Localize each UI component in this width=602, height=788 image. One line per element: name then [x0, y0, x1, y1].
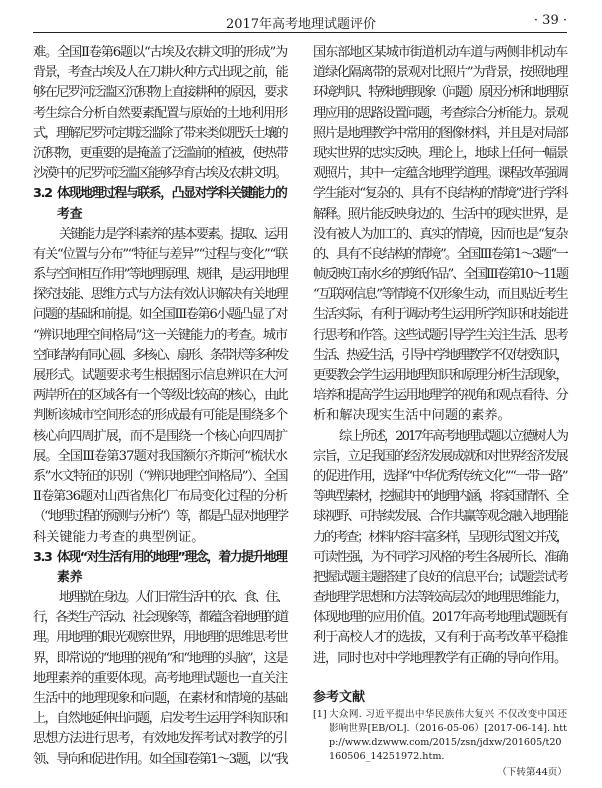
- continued-note: （下转第44页）: [497, 767, 567, 778]
- paragraph-line: 地理素养的重要体现。高考地理试题也一直关注: [33, 670, 287, 686]
- paragraph-line: 道绿化隔离带的景观对比照片”为背景，按照地理: [313, 65, 567, 81]
- section-number: 3.3: [33, 549, 52, 565]
- paragraph-line: 观照片，其中一定蕴含地理学道理。课程改革强调: [313, 166, 567, 182]
- paragraph-line: 沉积物，更重要的是掩盖了泛滥前的植被，使热带: [33, 145, 287, 161]
- reference-item: [313, 708, 567, 764]
- paragraph-line: 行，各类生产活动、社会现象等，都蕴含着地理的道: [33, 610, 287, 626]
- section-heading-text: 考查: [57, 206, 83, 222]
- paragraph-line: 生活中的地理现象和问题，在素材和情境的基础: [33, 691, 287, 706]
- section-heading-text: 体现地理过程与联系，凸显对学科关键能力的: [57, 186, 287, 202]
- paragraph-line: 现实世界的忠实反映。理论上，地球上任何一幅景: [313, 145, 567, 161]
- paragraph-line: 生活实际，有利于调动考生运用所学知识和技能进: [313, 307, 567, 323]
- references-heading: 参考文献: [313, 690, 366, 705]
- paragraph-line: 体现地理的应用价值。2017年高考地理试题既有: [313, 610, 567, 626]
- paragraph-line: 的促进作用，选择“中华优秀传统文化”“一带一路”: [313, 468, 567, 484]
- paragraph-line: 综上所述，2017年高考地理试题以立德树人为: [339, 428, 567, 444]
- paragraph-line: 沙漠中的尼罗河泛滥区能够孕育古埃及农耕文明。: [33, 166, 286, 182]
- paragraph-line: 关键能力是学科素养的基本要素。提取、运用: [59, 226, 287, 242]
- paragraph-line: 探究技能、思维方式与方法有效认识解决有关地理: [33, 287, 287, 303]
- paragraph-line: 问题的基础和前提。如全国Ⅲ卷第6小题凸显了对: [33, 307, 287, 323]
- paragraph-line: 展形式。试题要求考生根据图示信息辨识在大河: [33, 368, 287, 383]
- paragraph-line: 进，同时也对中学地理教学有正确的导向作用。: [313, 650, 566, 666]
- paragraph-line: 两岸所在的区域各有一个等级比较高的核心，由此: [33, 388, 287, 404]
- references-section: [313, 688, 567, 780]
- page-number: · 39 ·: [533, 13, 567, 28]
- section-heading-text: 素养: [57, 569, 83, 585]
- running-header-title: 2017年高考地理试题评价: [225, 17, 377, 32]
- section-number: 3.2: [33, 186, 52, 202]
- paragraph-line: 上，自然地延伸出问题，启发考生运用学科知识和: [33, 711, 287, 727]
- paragraph-line: Ⅱ卷第36题对山西省焦化厂布局变化过程的分析: [33, 489, 287, 505]
- paragraph-line: 系与空间相互作用”等地理原理、规律，是运用地理: [33, 267, 287, 283]
- paragraph-line: 行思考和作答。这些试题引导学生关注生活、思考: [313, 327, 567, 343]
- paragraph-line: 利于高校人才的选拔，又有利于高考改革平稳推: [313, 630, 567, 646]
- paragraph-line: 够在尼罗河泛滥区沉积物上直接耕种的原因，要求: [33, 85, 287, 101]
- paragraph-line: 帧反映江南水乡的剪纸作品”、全国Ⅲ卷第10～11题: [313, 267, 567, 283]
- paragraph-line: 界，即常说的“地理的视角”和“地理的头脑”，这是: [33, 650, 287, 666]
- paragraph-line: 环境判识、特殊地理现象（问题）原因分析和地理原: [313, 85, 567, 101]
- paragraph-line: 地理就在身边。人们日常生活中的衣、食、住、: [59, 590, 287, 606]
- paragraph-line: 理。用地理的眼光观察世界，用地理的思维思考世: [33, 630, 287, 646]
- reference-text: 大众网. 习近平提出中华民族伟大复兴 不仅改变中国还影响世界[EB/OL].（2016-05-06）[2017-06-14]. http://www.dzwww.com/2015/zsn/jdxw/201605/t20160506_14251972.htm.: [329, 709, 567, 762]
- section-heading: [33, 548, 287, 568]
- paragraph-line: 学生能对“复杂的、具有不良结构的情境”进行学科: [313, 186, 567, 202]
- paragraph-line: 解释。照片能反映身边的、生活中的现实世界，是: [313, 206, 567, 222]
- paragraph-line: 力的考查；材料内容丰富多样，呈现形式图文并茂，: [313, 529, 567, 545]
- paragraph-line: （“地理过程的预测与分析”）等，都是凸显对地理学: [33, 509, 287, 525]
- paragraph-line: 宗旨，立足我国的经济发展成就和对世界经济发展: [313, 448, 567, 464]
- paragraph-line: 的、具有不良结构的情境”。全国Ⅲ卷第1～3题“一: [313, 246, 567, 262]
- paragraph-line: 把握试题主题搭建了良好的信息平台；试题尝试考: [313, 569, 567, 585]
- paragraph-line: 核心向四周扩展，而不是围绕一个核心向四周扩: [33, 428, 287, 444]
- paragraph-line: 领、导向和促进作用。如全国Ⅰ卷第1～3题，以“我: [33, 751, 287, 767]
- right-column: [313, 43, 567, 669]
- paragraph-line: 判断该城市空间形态的形成最有可能是围绕多个: [33, 408, 287, 424]
- paragraph-line: 系”水文特征的识别（“辨识地理空间格局”）、全国: [33, 468, 287, 484]
- section-heading-text: 体现“对生活有用的地理”理念，着力提升地理: [57, 549, 287, 565]
- paragraph-line: 难。全国Ⅱ卷第6题以“古埃及农耕文明的形成”为: [33, 45, 287, 60]
- section-heading: [33, 184, 287, 204]
- paragraph-line: 背景，考查古埃及人在刀耕火种方式出现之前，能: [33, 65, 287, 81]
- paragraph-line: 球视野、可持续发展、合作共赢等观念融入地理能: [313, 509, 567, 525]
- paragraph-line: “互联网信息”等情境不仅形象生动，而且贴近考生: [313, 287, 567, 303]
- header-rule: [33, 32, 567, 33]
- paragraph-line: 没有被人为加工的、真实的情境，因而也是“复杂: [313, 226, 567, 242]
- paragraph-line: 析和解决现实生活中问题的素养。: [313, 408, 511, 424]
- paragraph-line: 等典型素材，挖掘其中的地理内涵，将家国情怀、全: [313, 489, 567, 505]
- paragraph-line: 国东部地区某城市街道机动车道与两侧非机动车: [313, 45, 567, 60]
- paragraph-line: “辨识地理空间格局”这一关键能力的考查。城市: [33, 327, 287, 343]
- paragraph-line: 更要教会学生运用地理知识和原理分析生活现象，: [313, 368, 567, 383]
- paragraph-line: 科关键能力考查的典型例证。: [33, 529, 205, 545]
- section-heading: [33, 568, 287, 588]
- paragraph-line: 培养和提高学生运用地理学的视角和观点看待、分: [313, 388, 567, 404]
- paragraph-line: 空间结构有同心圆、多核心、扇形、条带状等多种发: [33, 347, 287, 363]
- paragraph-line: 有关“位置与分布”“特征与差异”“过程与变化”“联: [33, 246, 287, 262]
- paragraph-line: 展。全国Ⅲ卷第37题对我国额尔齐斯河“梳状水: [33, 448, 287, 464]
- paragraph-line: 式，理解尼罗河定期泛滥除了带来类似肥沃土壤的: [33, 125, 287, 141]
- section-heading: [33, 205, 287, 225]
- paragraph-line: 理应用的思路设置问题，考查综合分析能力。景观: [313, 105, 567, 121]
- paragraph-line: 照片是地理教学中常用的图像材料，并且是对局部: [313, 125, 567, 141]
- left-column: [33, 43, 287, 770]
- paragraph-line: 可读性强，为不同学习风格的考生各展所长、准确: [313, 549, 567, 565]
- paragraph-line: 考生综合分析自然要素配置与原始的土地利用形: [33, 105, 287, 121]
- paragraph-line: 查地理学思想和方法等较高层次的地理思维能力，: [313, 590, 567, 606]
- paragraph-line: 生活、热爱生活，引导中学地理教学不仅传授知识，: [313, 347, 567, 363]
- paragraph-line: 思想方法进行思考，有效地发挥考试对教学的引: [33, 731, 287, 747]
- reference-number: [1]: [313, 709, 327, 720]
